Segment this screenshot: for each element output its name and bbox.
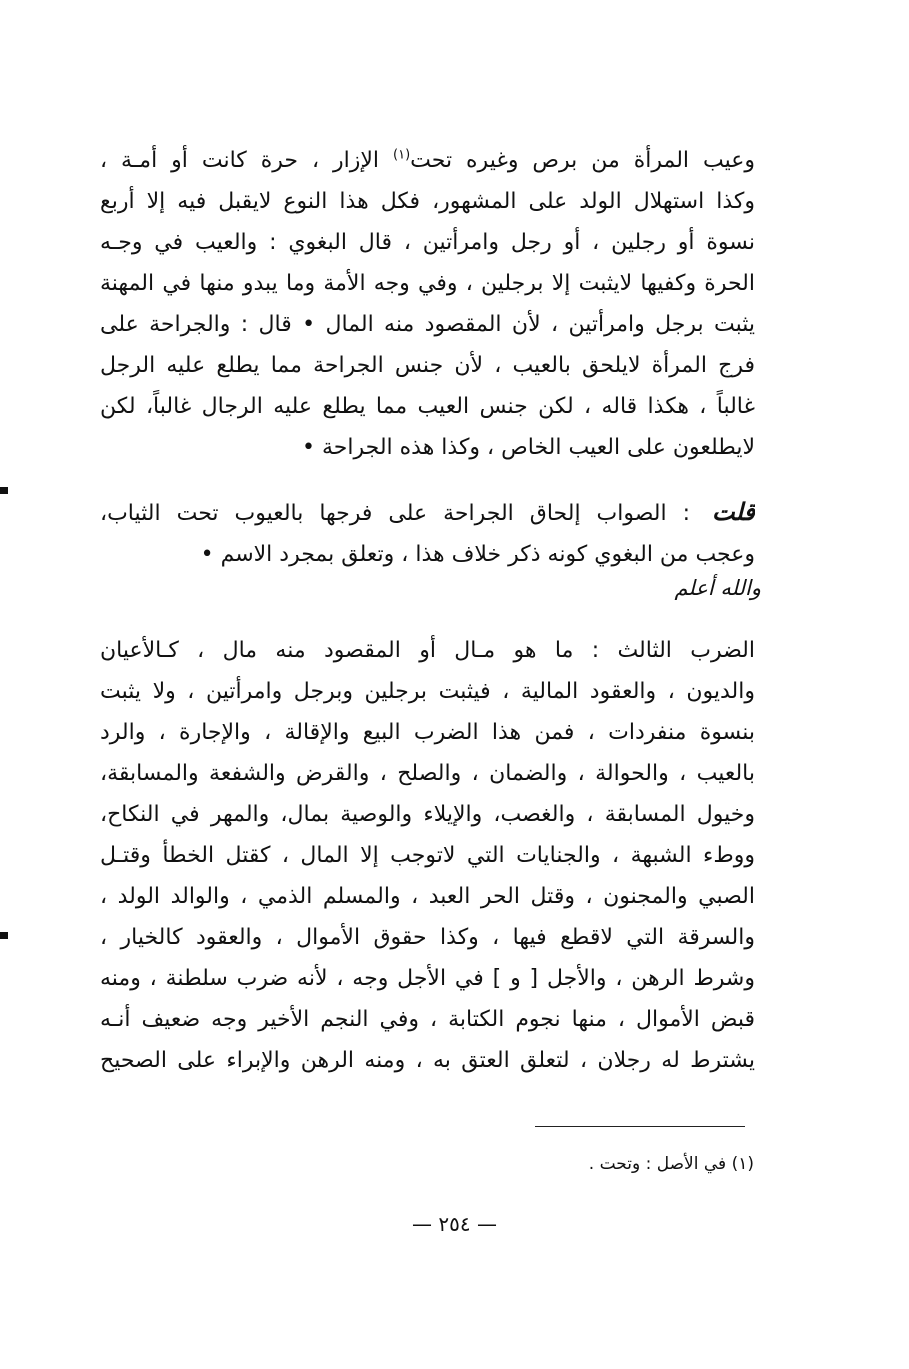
footnote-divider <box>535 1126 745 1127</box>
text-line: وخيول المسابقة ، والغصب، والإيلاء والوصية بمال، والمهر في النكاح، <box>100 802 755 827</box>
paragraph-1 <box>100 140 755 468</box>
footnote: (١) في الأصل : وتحت . <box>588 1154 754 1174</box>
text-line: الحرة وكفيها لايثبت إلا برجلين ، وفي وجه الأمة وما يبدو منها في المهنة <box>100 271 755 296</box>
paragraph-3 <box>100 630 755 1081</box>
qult-label: قلت <box>712 497 755 526</box>
text-line: قلت: الصواب إلحاق الجراحة على فرجها بالعيوب تحت الثياب، <box>100 497 755 526</box>
text-line: قبض الأموال ، منها نجوم الكتابة ، وفي النجم الأخير وجه ضعيف أنـه <box>100 1007 755 1032</box>
margin-mark <box>0 932 8 939</box>
footnote-reference: (١) <box>393 147 411 163</box>
text-line: وعجب من البغوي كونه ذكر خلاف هذا ، وتعلق بمجرد الاسم • <box>200 542 755 567</box>
page-number: — ٢٥٤ — <box>412 1212 497 1236</box>
text-line: بالعيب ، والحوالة ، والضمان ، والصلح ، والقرض والشفعة والمسابقة، <box>100 761 755 786</box>
text-line: يشترط له رجلان ، لتعلق العتق به ، ومنه الرهن والإبراء على الصحيح <box>100 1048 755 1073</box>
text-line: وشرط الرهن ، والأجل [ و ] في الأجل وجه ، لأنه ضرب سلطنة ، ومنه <box>100 966 755 991</box>
signoff-wallahu-alam: والله أعلم <box>674 576 761 600</box>
text-line: وكذا استهلال الولد على المشهور، فكل هذا النوع لايقبل فيه إلا أربع <box>100 189 755 214</box>
text-line: بنسوة منفردات ، فمن هذا الضرب البيع والإقالة ، والإجارة ، والرد <box>100 720 755 745</box>
text-line: ووطء الشبهة ، والجنايات التي لاتوجب إلا المال ، كقتل الخطأ وقتـل <box>100 843 755 868</box>
text-line: غالباً ، هكذا قاله ، لكن جنس العيب مما يطلع عليه الرجال غالباً، لكن <box>100 394 755 419</box>
text-line: الصبي والمجنون ، وقتل الحر العبد ، والمسلم الذمي ، والوالد الولد ، <box>100 884 755 909</box>
margin-mark <box>0 487 8 494</box>
text-line: فرج المرأة لايلحق بالعيب ، لأن جنس الجراحة مما يطلع عليه الرجل <box>100 353 755 378</box>
text-line: لايطلعون على العيب الخاص ، وكذا هذه الجراحة • <box>302 435 755 460</box>
text-line: والسرقة التي لاقطع فيها ، وكذا حقوق الأموال ، والعقود كالخيار ، <box>100 925 755 950</box>
paragraph-2 <box>100 491 755 575</box>
text-line: وعيب المرأة من برص وغيره تحت$^{(١)}$ الإزار ، حرة كانت أو أمـة ، <box>100 147 755 173</box>
text-line: والديون ، والعقود المالية ، فيثبت برجلين وبرجل وامرأتين ، ولا يثبت <box>100 679 755 704</box>
text-line: الضرب الثالث : ما هو مـال أو المقصود منه مال ، كـالأعيان <box>100 638 755 663</box>
text-line: يثبت برجل وامرأتين ، لأن المقصود منه المال • قال : والجراحة على <box>100 312 755 337</box>
text-line: نسوة أو رجلين ، أو رجل وامرأتين ، قال البغوي : والعيب في وجـه <box>100 230 755 255</box>
